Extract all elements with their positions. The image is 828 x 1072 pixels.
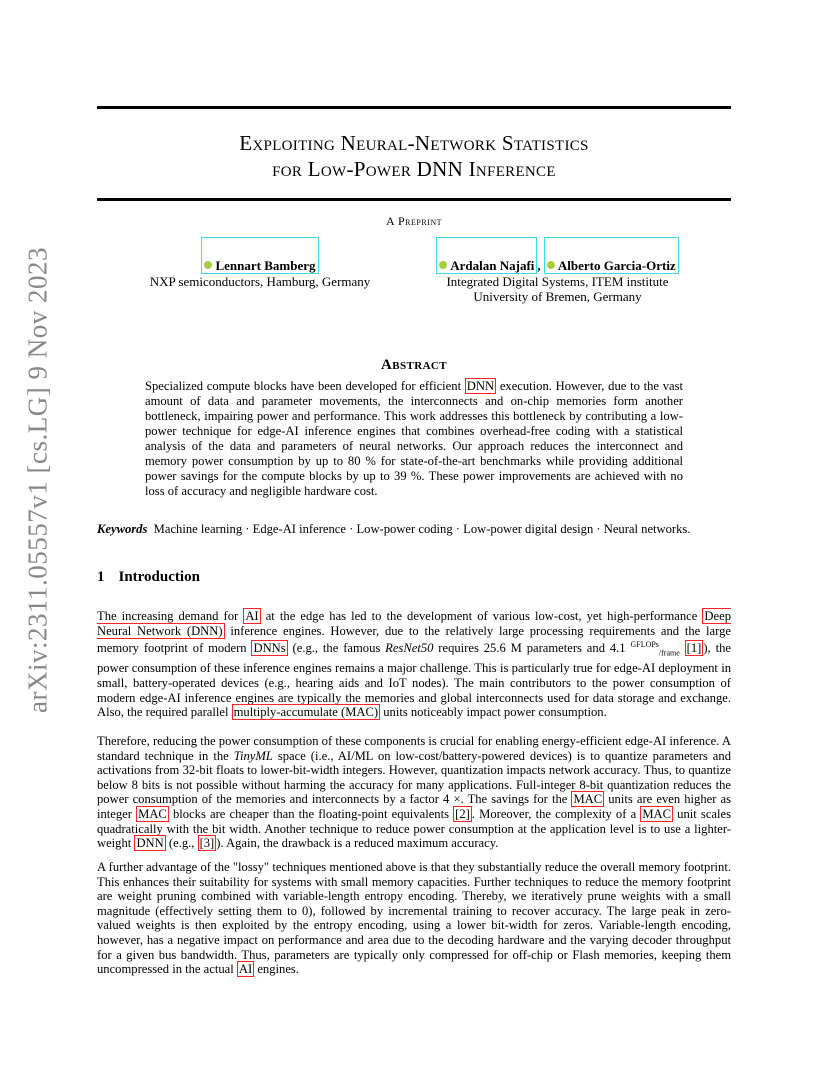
keywords-text: Machine learning · Edge-AI inference · Low-power coding · Low-power digital design · Neural networks. [153,522,691,536]
citation-1[interactable]: [1] [686,641,702,656]
orcid-icon[interactable] [547,261,555,269]
link-mac[interactable]: MAC [573,792,603,807]
author-block-1 [140,258,380,289]
text: engines. [254,962,299,977]
text: at the edge has led to the development of various low-cost, yet high-performance [260,609,703,623]
orcid-icon[interactable] [204,261,212,269]
link-dnn-def[interactable]: Deep Neural Network (DNN) [97,609,731,638]
title-rule-bottom [97,198,731,201]
link-mac-def[interactable]: multiply-accumulate (MAC) [233,705,379,720]
text: (e.g., the famous [287,641,386,656]
text [680,641,685,655]
author-name: Alberto Garcia-Ortiz [557,258,676,273]
text: unit scales quadratically with the bit width. Another technique to reduce power consumption at the application level is to use a lighter-weight [97,806,731,851]
text: Therefore, reducing the power consumption of these components is crucial for enabling energy-efficient edge-AI inference. A standard technique in the [97,734,731,763]
title-rule-top [97,106,731,109]
text: ). Again, the drawback is a reduced maximum accuracy. [216,836,499,851]
term-tinyml: TinyML [233,748,273,763]
title-line-1: Exploiting Neural-Network Statistics [239,131,589,155]
text: . Moreover, the complexity of a [471,806,641,821]
link-mac[interactable]: MAC [642,806,672,821]
author-affiliation-1: Integrated Digital Systems, ITEM institute [446,274,669,289]
link-ai[interactable]: AI [245,609,259,623]
intro-paragraph-2 [97,734,731,851]
model-name: ResNet50 [385,641,434,656]
author-link-garcia-ortiz[interactable] [544,237,679,274]
section-title: Introduction [118,569,200,585]
section-heading [97,569,200,586]
keywords [97,522,737,537]
text: ), the power consumption of these inference engines remains a major challenge. This is particularly true for edge-AI deployment in small, battery-operated devices (e.g., hearing aids and IoT nodes). The main contributors to the power consumption of modern edge-AI inference engines are typically the memories and global interconnects used for data storage and exchange. Also, the required parallel [97,641,731,720]
abstract-body [145,379,683,499]
section-number: 1 [97,569,105,585]
unit-sup: GFLOPs [630,640,659,650]
link-dnn[interactable]: DNN [136,836,164,851]
author-name: Ardalan Najafi [450,258,535,273]
intro-paragraph-3 [97,860,731,977]
author-affiliation: NXP semiconductors, Hamburg, Germany [149,274,371,289]
arxiv-id: arXiv:2311.05557v1 [cs.LG] 9 Nov 2023 [22,247,53,713]
link-ai[interactable]: AI [238,962,253,977]
author-separator: , [537,258,541,273]
orcid-icon[interactable] [439,261,447,269]
keywords-label: Keywords [97,522,148,536]
text: space (i.e., AI/ML on low-cost/battery-powered devices) is to quantize parameters and activations from 32-bit floats to lower-bit-width integers. However, quantization impacts network accuracy. Thus, to quantize below 8 bits is not possible without harming the accuracy for many applications. Full-integer 8-bit quantization reduces the power consumption of the memories and interconnects by a factor 4 ×. The savings for the [97,748,731,807]
author-name: Lennart Bamberg [215,258,316,273]
paper-title [97,130,731,182]
author-affiliation-2: University of Bremen, Germany [473,289,642,304]
abstract-text: execution. However, due to the vast amount of data and parameter movements, the interconnects and on-chip memories form another bottleneck, impairing power and performance. This work addresses this bottleneck by contributing a low-power technique for edge-AI inference engines that combines overhead-free coding with a statistical analysis of the data and parameters of neural networks. Our approach reduces the interconnect and memory power consumption by up to 80 % for state-of-the-art benchmarks while providing additional power savings for the compute blocks by up to 39 %. These power improvements are achieved with no loss of accuracy and negligible hardware cost. [145,379,683,498]
text: A further advantage of the "lossy" techniques mentioned above is that they substantially reduce the overall memory footprint. This enhances their suitability for systems with small memory capacities. Further techniques to reduce the memory footprint are weight pruning combined with variable-length entropy encoding. Thereby, we iteratively prune weights with a small magnitude (effectively setting them to 0), followed by incremental training to recover accuracy. The large peak in zero-valued weights is then exploited by the entropy encoding, using a lower bit-width for zeros. Variable-length encoding, however, has a negative impact on performance and area due to the decoding hardware and the varying decoder throughput for a given bus bandwidth. Thus, parameters are typically only compressed for off-chip or Flash memories, keeping them uncompressed in the actual [97,860,731,977]
title-line-2: for Low-Power DNN Inference [272,157,556,181]
abstract-text: Specialized compute blocks have been developed for efficient [145,379,465,393]
text: The increasing demand for [97,609,244,623]
text: blocks are cheaper than the floating-point equivalents [168,806,454,821]
text: units noticeably impact power consumption. [380,705,607,720]
author-link-najafi[interactable] [436,237,537,274]
preprint-label: A Preprint [385,214,442,228]
abstract-heading: Abstract [381,357,447,373]
link-mac[interactable]: MAC [138,806,167,821]
link-dnn[interactable]: DNN [466,379,495,393]
unit-sub: /frame [658,648,680,658]
text: (e.g., [165,836,198,851]
author-link-bamberg[interactable] [201,237,318,274]
arxiv-sidebar [18,247,58,713]
intro-paragraph-1 [97,609,731,720]
text: units are even higher as integer [97,792,732,821]
author-block-2 [420,258,695,304]
citation-2[interactable]: [2] [455,806,470,821]
text: inference engines. However, due to the relatively large processing requirements and the large memory footprint of modern [97,623,731,656]
text: requires 25.6 M parameters and 4.1 [433,641,631,656]
citation-3[interactable]: [3] [199,836,215,851]
link-dnns[interactable]: DNNs [253,641,286,656]
